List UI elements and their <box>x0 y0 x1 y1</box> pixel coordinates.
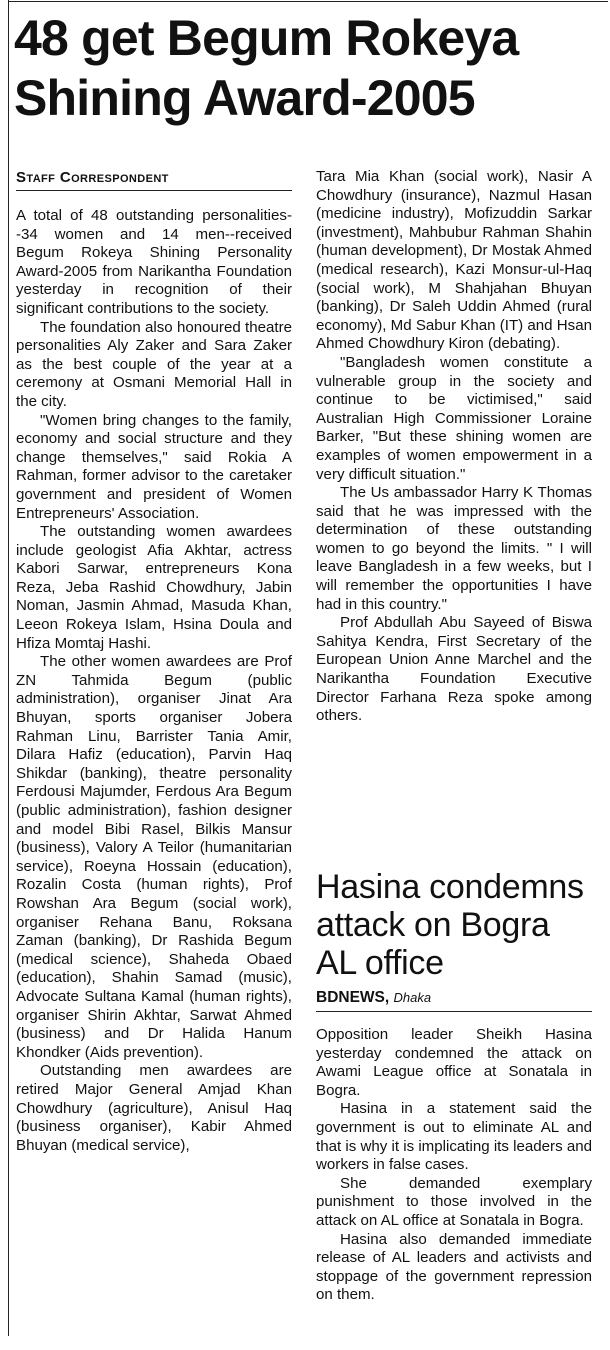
main-story-right-column <box>316 168 592 726</box>
paragraph: Opposition leader Sheikh Hasina yesterday condemned the attack on Awami League office at Sonatala in Bogra. <box>316 1026 592 1099</box>
paragraph: The Us ambassador Harry K Thomas said that he was impressed with the determination of these outstanding women to go beyond the limits. " I will leave Bangladesh in a few weeks, but I will remember the opportunities I have had in this country." <box>316 484 592 613</box>
second-story-column <box>316 988 592 1305</box>
paragraph: She demanded exemplary punishment to those involved in the attack on AL office at Sonatala in Bogra. <box>316 1174 592 1229</box>
second-byline <box>316 988 592 1012</box>
paragraph: "Bangladesh women constitute a vulnerable group in the society and continue to be victimised," said Australian High Commissioner Loraine Barker, "But these shining women are examples of women empowerment in a very difficult situation." <box>316 353 592 483</box>
agency-name: BDNEWS, <box>316 989 390 1006</box>
paragraph: A total of 48 outstanding personalities--34 women and 14 men--received Begum Rokeya Shining Personality Award-2005 from Narikantha Foundation yesterday in recognition of their significant contributions to the society. <box>16 207 292 317</box>
headline-line-1: 48 get Begum Rokeya <box>14 10 519 66</box>
paragraph: Tara Mia Khan (social work), Nasir A Chowdhury (insurance), Nazmul Hasan (medicine industry), Mofizuddin Sarkar (investment), Mahbubur Rahman Shahin (human development), Dr Mostak Ahmed (medical research), Kazi Monsur-ul-Haq (social work), M Shahjahan Bhuyan (banking), Dr Saleh Uddin Ahmed (rural economy), Md Sabur Khan (IT) and Hsan Ahmed Chowdhury Kiron (debating). <box>316 168 593 353</box>
byline: Staff Correspondent <box>16 168 292 191</box>
headline-line-2: Shining Award-2005 <box>14 70 475 126</box>
paragraph: Outstanding men awardees are retired Major General Amjad Khan Chowdhury (agriculture), Anisul Haq (business organiser), Kabir Ahmed Bhuyan (medical service), <box>16 1062 292 1154</box>
dateline: Dhaka <box>393 990 432 1005</box>
main-story-left-column <box>16 168 292 1155</box>
paragraph: The foundation also honoured theatre personalities Aly Zaker and Sara Zaker as the best couple of the year at a ceremony at Osmani Memorial Hall in the city. <box>16 318 292 410</box>
paragraph: Prof Abdullah Abu Sayeed of Biswa Sahitya Kendra, First Secretary of the European Union Anne Marchel and the Narikantha Foundation Executive Director Farhana Reza spoke among others. <box>316 614 592 725</box>
paragraph: Hasina in a statement said the government is out to eliminate AL and that is why it is implicating its leaders and workers in false cases. <box>316 1100 592 1174</box>
paragraph: The outstanding women awardees include geologist Afia Akhtar, actress Kabori Sarwar, entrepreneurs Kona Reza, Jeba Rashid Chowdhury, Jabin Noman, Jasmin Ahmad, Masuda Khan, Leeon Rokeya Islam, Hsina Doula and Hfiza Momtaj Hashi. <box>16 523 292 652</box>
paragraph: "Women bring changes to the family, economy and social structure and they change themselves," said Rokia A Rahman, former advisor to the caretaker government and president of Women Entrepreneurs' Association. <box>16 411 292 522</box>
second-headline-line-3: AL office <box>316 944 444 982</box>
main-headline <box>14 8 602 128</box>
paragraph: The other women awardees are Prof ZN Tahmida Begum (public administration), organiser Jinat Ara Bhuyan, sports organiser Jobera Rahman Linu, Barrister Tania Amir, Dilara Hafiz (education), Parvin Haq Shikdar (banking), theatre personality Ferdousi Majumder, Ferdous Ara Begum (public administration), fashion designer and model Bibi Rasel, Bilkis Mansur (business), Valory A Teilor (humanitarian service), Roeyna Hossain (education), Rozalin Costa (human rights), Prof Rowshan Ara Begum (social work), organiser Rehana Banu, Roksana Zaman (banking), Dr Rashida Begum (medical science), Shaheda Obaed (education), Shahin Samad (music), Advocate Sultana Kamal (human rights), organiser Shirin Akhtar, Sarwat Ahmed (business) and Dr Halida Hanum Khondker (Aids prevention). <box>16 653 292 1061</box>
second-headline <box>316 868 602 982</box>
paragraph: Hasina also demanded immediate release of AL leaders and activists and stoppage of the government repression on them. <box>316 1230 592 1304</box>
second-headline-line-1: Hasina condemns <box>316 868 584 906</box>
second-headline-line-2: attack on Bogra <box>316 906 550 944</box>
